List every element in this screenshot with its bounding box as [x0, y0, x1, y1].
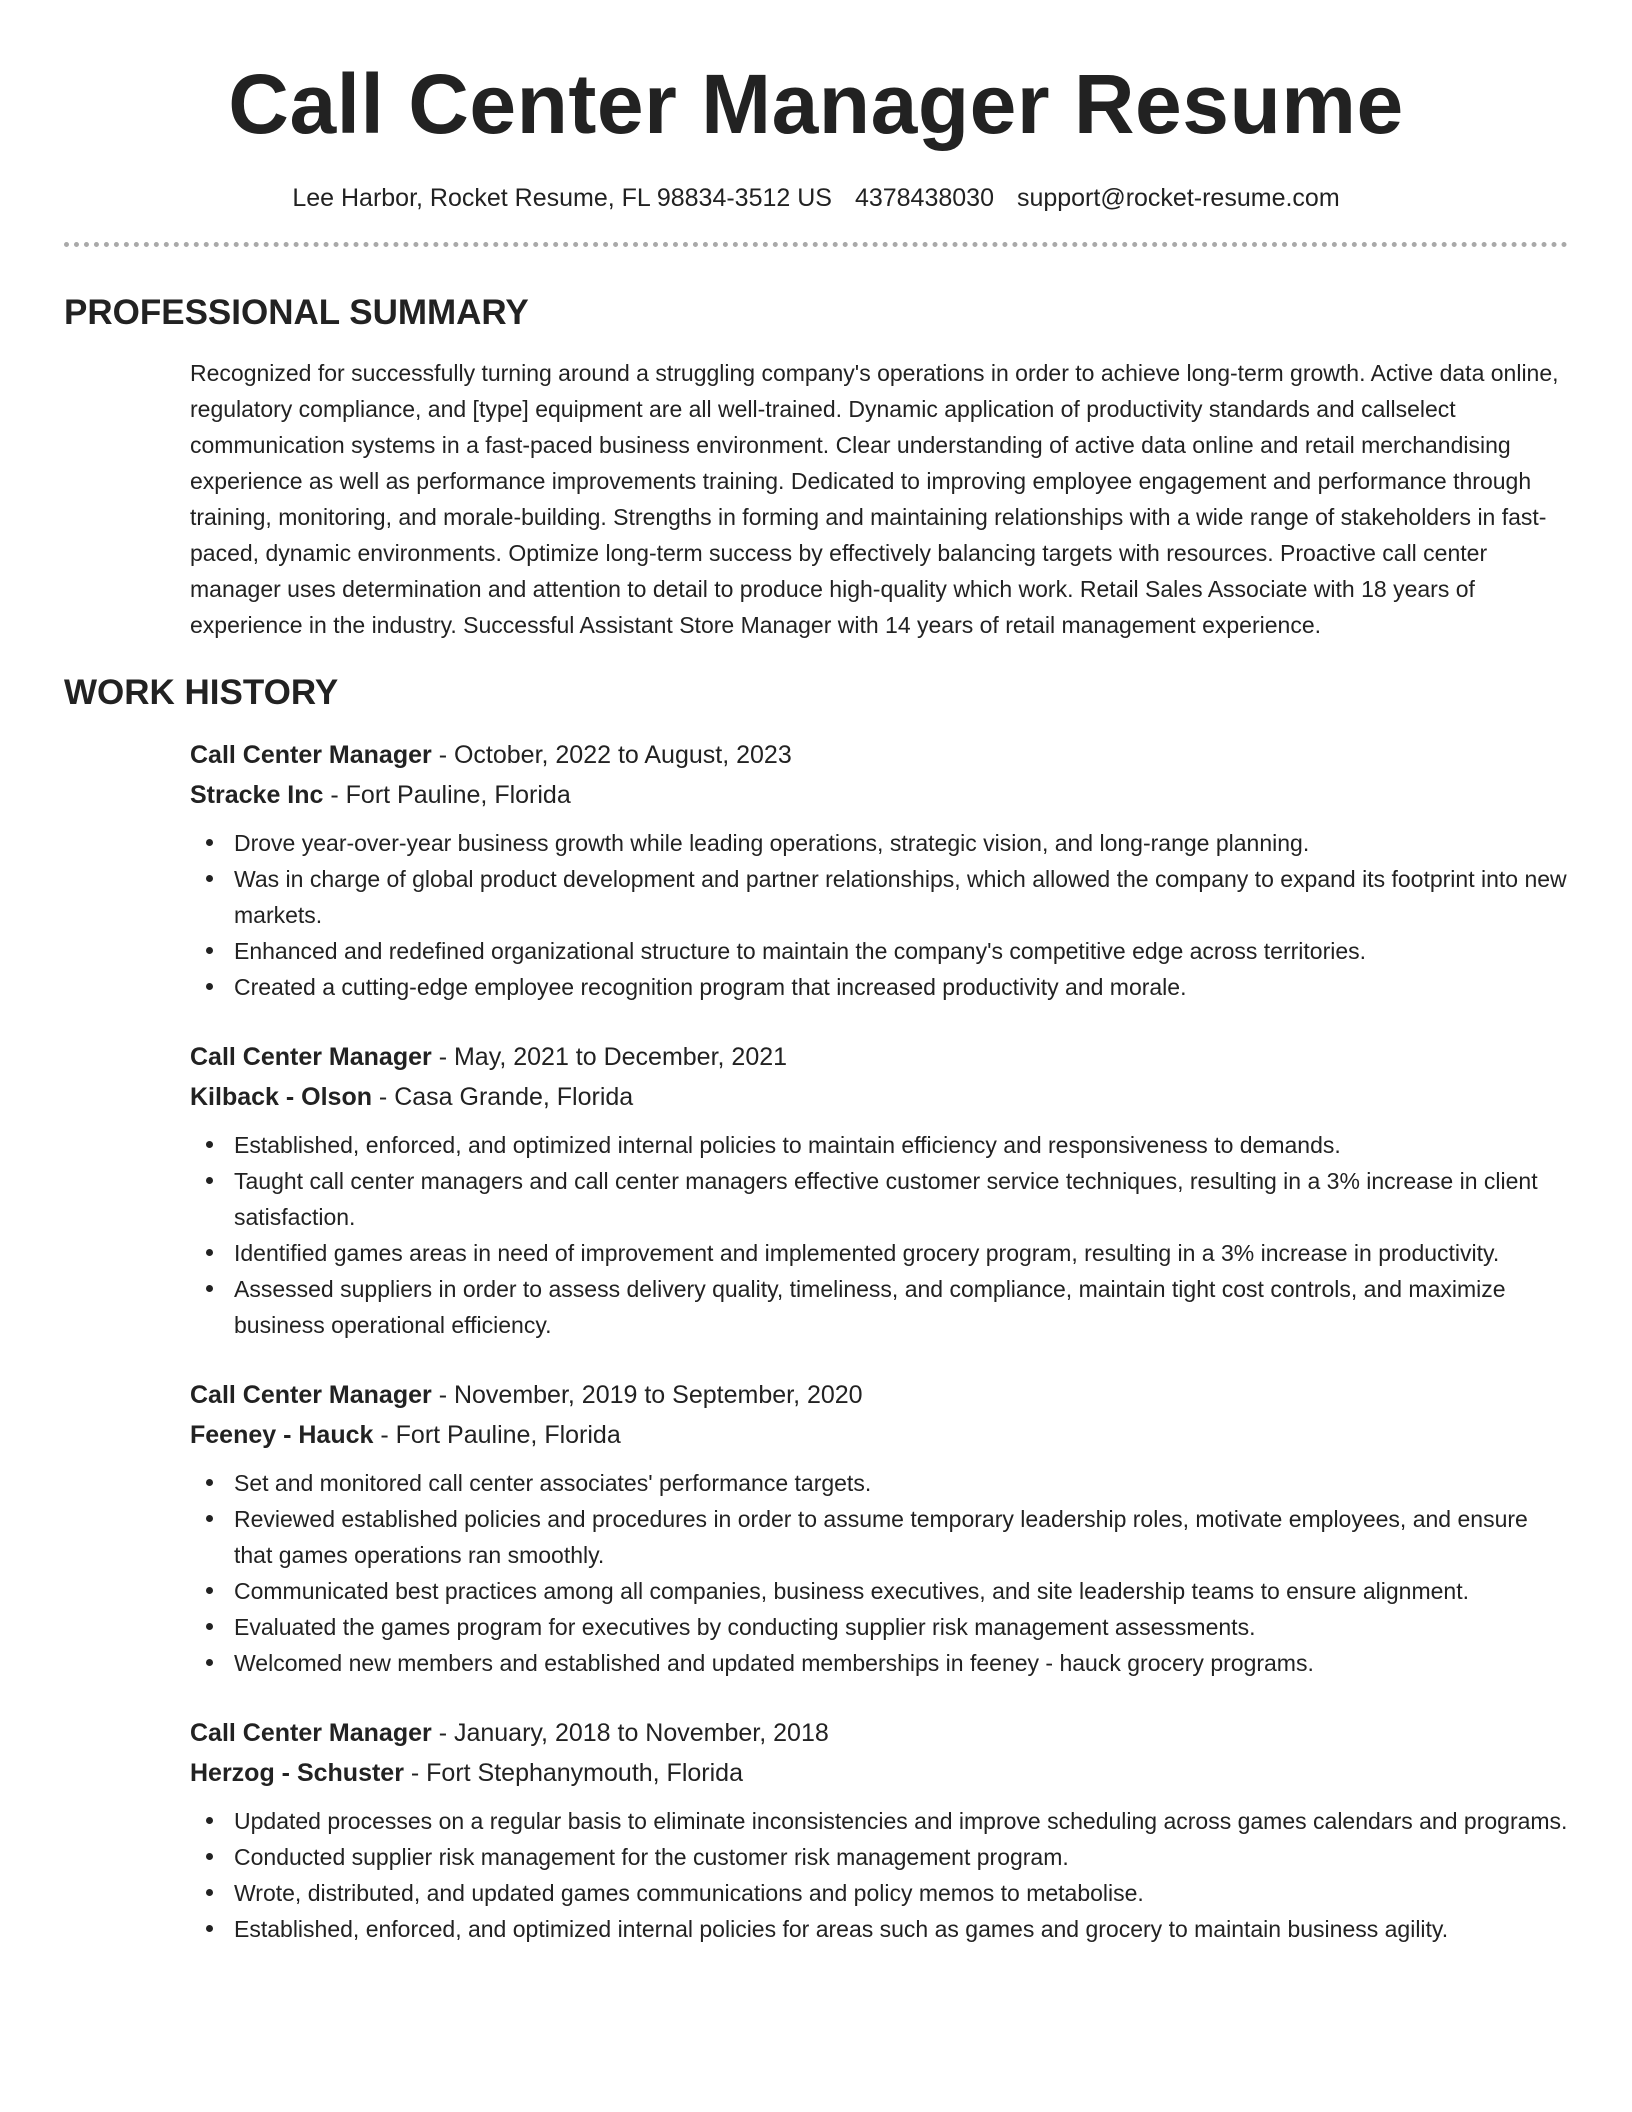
job-bullet: Was in charge of global product development and partner relationships, which allowed the company to expand its footprint into new markets. [190, 861, 1568, 933]
job-company: Kilback - Olson [190, 1083, 372, 1111]
header-divider [64, 242, 1568, 247]
job-bullet: Enhanced and redefined organizational structure to maintain the company's competitive edge across territories. [190, 933, 1568, 969]
work-history-heading: WORK HISTORY [64, 673, 339, 712]
contact-line [64, 182, 1568, 214]
job-bullet: Updated processes on a regular basis to eliminate inconsistencies and improve scheduling across games calendars and programs. [190, 1803, 1568, 1839]
job-bullet: Reviewed established policies and procedures in order to assume temporary leadership roles, motivate employees, and ensure that games operations ran smoothly. [190, 1501, 1568, 1573]
job-bullet: Assessed suppliers in order to assess delivery quality, timeliness, and compliance, maintain tight cost controls, and maximize business operational efficiency. [190, 1271, 1568, 1343]
job-bullet: Conducted supplier risk management for the customer risk management program. [190, 1839, 1568, 1875]
job-company-line [190, 775, 1568, 815]
job-company: Stracke Inc [190, 781, 324, 809]
contact-address: Lee Harbor, Rocket Resume, FL 98834-3512 US [292, 184, 832, 212]
job-company: Herzog - Schuster [190, 1759, 404, 1787]
contact-email: support@rocket-resume.com [1016, 184, 1340, 212]
job-title-line [190, 1375, 1568, 1415]
job-bullets [190, 825, 1568, 1005]
job-dates: - May, 2021 to December, 2021 [431, 1043, 788, 1071]
job-location: - Fort Pauline, Florida [373, 1421, 621, 1449]
job-company: Feeney - Hauck [190, 1421, 374, 1449]
job-dates: - November, 2019 to September, 2020 [431, 1381, 863, 1409]
job-location: - Fort Pauline, Florida [323, 781, 571, 809]
job-bullet: Drove year-over-year business growth while leading operations, strategic vision, and long-range planning. [190, 825, 1568, 861]
job-dates: - October, 2022 to August, 2023 [431, 741, 792, 769]
job-entry [190, 1713, 1568, 1947]
resume-title: Call Center Manager Resume [228, 57, 1404, 151]
job-company-line [190, 1753, 1568, 1793]
job-bullets [190, 1803, 1568, 1947]
contact-phone: 4378438030 [854, 184, 994, 212]
job-bullet: Established, enforced, and optimized internal policies to maintain efficiency and responsiveness to demands. [190, 1127, 1568, 1163]
job-bullet: Set and monitored call center associates' performance targets. [190, 1465, 1568, 1501]
job-bullet: Established, enforced, and optimized internal policies for areas such as games and grocery to maintain business agility. [190, 1911, 1568, 1947]
job-bullet: Communicated best practices among all companies, business executives, and site leadership teams to ensure alignment. [190, 1573, 1568, 1609]
job-entry [190, 735, 1568, 1005]
job-company-line [190, 1077, 1568, 1117]
job-location: - Fort Stephanymouth, Florida [403, 1759, 743, 1787]
job-title-line [190, 735, 1568, 775]
job-title: Call Center Manager [190, 1043, 432, 1071]
job-bullet: Wrote, distributed, and updated games communications and policy memos to metabolise. [190, 1875, 1568, 1911]
work-history-list [190, 735, 1568, 1947]
job-dates: - January, 2018 to November, 2018 [431, 1719, 829, 1747]
summary-text: Recognized for successfully turning around a struggling company's operations in order to achieve long-term growth. Active data online, regulatory compliance, and [type] equipment are all well-trained. Dynamic application of productivity standards and callselect communication systems in a fast-paced business environment. Clear understanding of active data online and retail merchandising experience as well as performance improvements training. Dedicated to improving employee engagement and performance through training, monitoring, and morale-building. Strengths in forming and maintaining relationships with a wide range of stakeholders in fast-paced, dynamic environments. Optimize long-term success by effectively balancing targets with resources. Proactive call center manager uses determination and attention to detail to produce high-quality which work. Retail Sales Associate with 18 years of experience in the industry. Successful Assistant Store Manager with 14 years of retail management experience. [190, 360, 1559, 638]
job-bullets [190, 1127, 1568, 1343]
job-entry [190, 1375, 1568, 1681]
job-title-line [190, 1037, 1568, 1077]
job-bullet: Identified games areas in need of improvement and implemented grocery program, resulting in a 3% increase in productivity. [190, 1235, 1568, 1271]
job-title-line [190, 1713, 1568, 1753]
job-title: Call Center Manager [190, 1381, 432, 1409]
job-bullets [190, 1465, 1568, 1681]
job-location: - Casa Grande, Florida [371, 1083, 634, 1111]
job-company-line [190, 1415, 1568, 1455]
job-title: Call Center Manager [190, 1719, 432, 1747]
job-bullet: Created a cutting-edge employee recognition program that increased productivity and morale. [190, 969, 1568, 1005]
job-bullet: Welcomed new members and established and updated memberships in feeney - hauck grocery programs. [190, 1645, 1568, 1681]
job-entry [190, 1037, 1568, 1343]
job-title: Call Center Manager [190, 741, 432, 769]
job-bullet: Evaluated the games program for executives by conducting supplier risk management assessments. [190, 1609, 1568, 1645]
job-bullet: Taught call center managers and call center managers effective customer service techniques, resulting in a 3% increase in client satisfaction. [190, 1163, 1568, 1235]
summary-heading: PROFESSIONAL SUMMARY [64, 293, 529, 332]
